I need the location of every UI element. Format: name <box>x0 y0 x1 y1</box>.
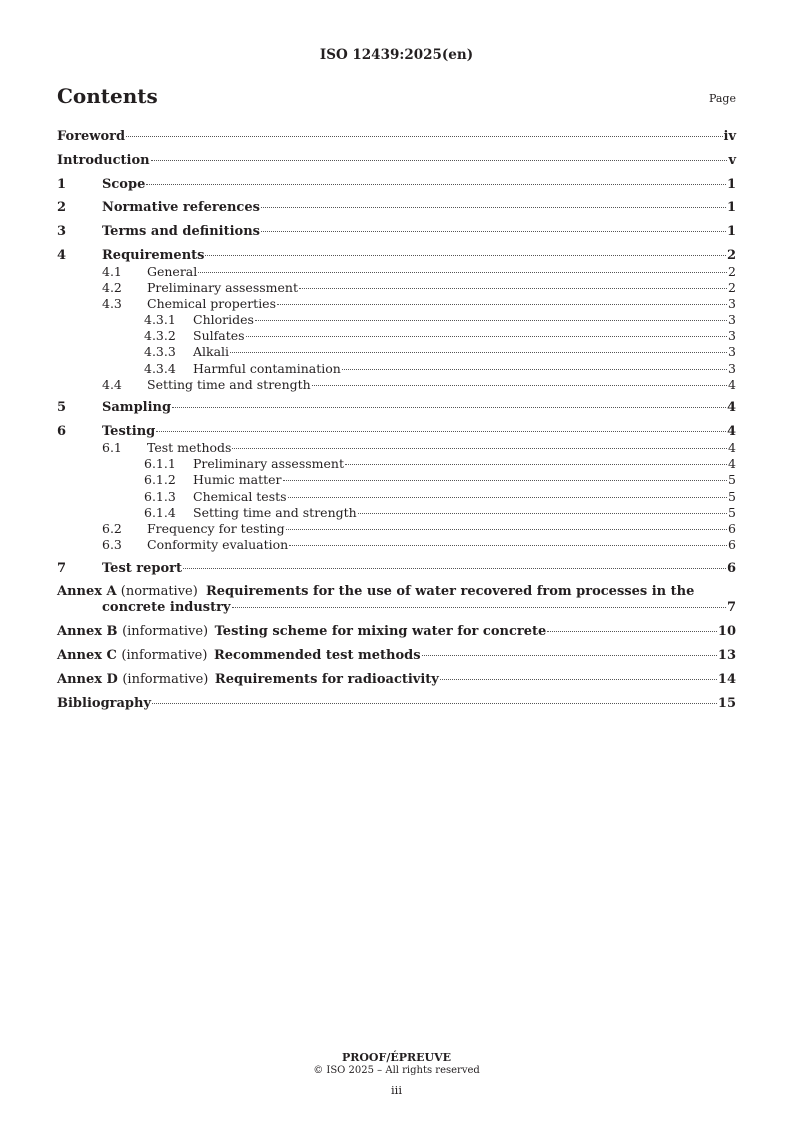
annex-title: Recommended test methods <box>213 648 421 663</box>
toc-leader <box>358 513 727 514</box>
toc-title: Setting time and strength <box>147 377 311 392</box>
annex-label: Annex B <box>57 624 118 639</box>
toc-title: Terms and definitions <box>102 224 260 239</box>
toc-page: 7 <box>726 600 736 615</box>
toc-entry-chemical-tests[interactable] <box>57 489 736 505</box>
annex-title: Requirements for radioactivity <box>214 672 439 687</box>
annex-heading <box>57 648 421 664</box>
document-header: ISO 12439:2025(en) <box>319 47 474 63</box>
toc-number: 5 <box>57 400 67 415</box>
toc-number: 4 <box>57 248 67 263</box>
toc-title: Test report <box>102 561 183 576</box>
toc-page: 14 <box>717 672 736 687</box>
toc-entry-chlorides[interactable] <box>57 312 736 328</box>
toc-leader <box>172 407 726 408</box>
toc-leader <box>232 607 726 608</box>
toc-number: 6.1 <box>102 440 122 455</box>
toc-page: 4 <box>726 400 736 415</box>
toc-number: 6 <box>57 424 67 439</box>
annex-label: Annex A <box>57 584 117 599</box>
toc-leader <box>152 703 717 704</box>
toc-entry-normative-references[interactable] <box>57 200 736 216</box>
contents-title: Contents <box>57 84 158 108</box>
toc-page: 1 <box>726 224 736 239</box>
toc-entry-frequency-for-testing[interactable] <box>57 521 736 537</box>
toc-page: v <box>728 153 736 168</box>
toc-page: 3 <box>728 361 736 376</box>
toc-entry-sulfates[interactable] <box>57 328 736 344</box>
toc-title: Humic matter <box>193 472 282 487</box>
toc-number: 6.1.2 <box>144 472 176 487</box>
toc-leader <box>156 431 726 432</box>
toc-leader <box>286 529 727 530</box>
toc-entry-terms-and-definitions[interactable] <box>57 224 736 240</box>
toc-entry-harmful-contamination[interactable] <box>57 361 736 377</box>
toc-number: 6.2 <box>102 521 122 536</box>
toc-entry-annex-a[interactable] <box>57 584 736 616</box>
toc-page: 6 <box>726 561 736 576</box>
toc-number: 7 <box>57 561 67 576</box>
toc-number: 6.1.3 <box>144 489 176 504</box>
copyright-notice: © ISO 2025 – All rights reserved <box>313 1065 480 1076</box>
toc-page: 4 <box>728 440 736 455</box>
toc-leader <box>261 231 726 232</box>
toc-title: Chlorides <box>193 312 254 327</box>
toc-title: Sulfates <box>193 328 245 343</box>
toc-entry-chemical-properties[interactable] <box>57 296 736 312</box>
toc-leader <box>277 304 727 305</box>
toc-leader <box>151 160 728 161</box>
toc-title: Introduction <box>57 153 150 168</box>
annex-title: Testing scheme for mixing water for concrete <box>214 624 547 639</box>
annex-kind: (informative) <box>122 624 209 639</box>
toc-entry-annex-c[interactable] <box>57 648 736 664</box>
toc-title: Setting time and strength <box>193 505 357 520</box>
toc-page: 4 <box>728 377 736 392</box>
toc-title: Scope <box>102 177 146 192</box>
toc-page: 3 <box>728 344 736 359</box>
toc-entry-humic-matter[interactable] <box>57 472 736 488</box>
toc-entry-annex-d[interactable] <box>57 672 736 688</box>
toc-entry-foreword[interactable] <box>57 129 736 145</box>
toc-entry-preliminary-assessment[interactable] <box>57 280 736 296</box>
toc-entry-setting-time-and-strength-test[interactable] <box>57 505 736 521</box>
page-column-label: Page <box>708 92 736 105</box>
toc-page: iv <box>723 129 736 144</box>
toc-number: 4.3.3 <box>144 344 176 359</box>
toc-title: Preliminary assessment <box>147 280 298 295</box>
toc-entry-annex-b[interactable] <box>57 624 736 640</box>
proof-label: PROOF/ÉPREUVE <box>341 1051 452 1064</box>
toc-number: 4.4 <box>102 377 122 392</box>
annex-label: Annex C <box>57 648 117 663</box>
toc-page: 2 <box>726 248 736 263</box>
toc-number: 3 <box>57 224 67 239</box>
toc-entry-general[interactable] <box>57 264 736 280</box>
toc-leader <box>283 480 728 481</box>
toc-page: 1 <box>726 177 736 192</box>
toc-entry-sampling[interactable] <box>57 400 736 416</box>
toc-title: Conformity evaluation <box>147 537 289 552</box>
toc-page: 3 <box>728 312 736 327</box>
toc-leader <box>255 320 727 321</box>
toc-title: Test methods <box>147 440 232 455</box>
toc-number: 6.1.1 <box>144 456 176 471</box>
toc-number: 4.1 <box>102 264 122 279</box>
toc-leader <box>299 288 727 289</box>
toc-title: Preliminary assessment <box>193 456 344 471</box>
toc-entry-alkali[interactable] <box>57 344 736 360</box>
annex-title: Requirements for the use of water recovered from processes in the <box>205 584 695 599</box>
toc-page: 5 <box>728 472 736 487</box>
toc-entry-introduction[interactable] <box>57 153 736 169</box>
annex-kind: (informative) <box>122 672 209 687</box>
toc-page: 5 <box>728 505 736 520</box>
toc-leader <box>261 207 726 208</box>
toc-title: Frequency for testing <box>147 521 285 536</box>
toc-title: General <box>147 264 198 279</box>
toc-number: 4.2 <box>102 280 122 295</box>
toc-leader <box>198 272 727 273</box>
toc-page: 4 <box>728 456 736 471</box>
toc-title: Foreword <box>57 129 126 144</box>
toc-page: 13 <box>717 648 736 663</box>
toc-number: 6.3 <box>102 537 122 552</box>
toc-entry-test-methods[interactable] <box>57 440 736 456</box>
annex-label: Annex D <box>57 672 118 687</box>
toc-number: 4.3.4 <box>144 361 176 376</box>
page-number: iii <box>390 1083 403 1097</box>
annex-kind: (normative) <box>120 584 198 599</box>
toc-leader <box>230 352 727 353</box>
toc-leader <box>312 385 727 386</box>
annex-title-continued: concrete industry <box>102 600 231 615</box>
toc-leader <box>126 136 722 137</box>
toc-page: 3 <box>728 296 736 311</box>
toc-page: 2 <box>728 280 736 295</box>
toc-leader <box>289 545 727 546</box>
annex-heading <box>57 672 439 688</box>
toc-leader <box>422 655 717 656</box>
toc-leader <box>205 255 725 256</box>
toc-leader <box>232 448 727 449</box>
toc-title: Requirements <box>102 248 205 263</box>
toc-title: Harmful contamination <box>193 361 341 376</box>
toc-page: 2 <box>728 264 736 279</box>
toc-number: 4.3 <box>102 296 122 311</box>
toc-number: 6.1.4 <box>144 505 176 520</box>
toc-page: 6 <box>728 521 736 536</box>
toc-page: 3 <box>728 328 736 343</box>
toc-number: 4.3.1 <box>144 312 176 327</box>
toc-entry-bibliography[interactable] <box>57 696 736 712</box>
toc-entry-preliminary-assessment-test[interactable] <box>57 456 736 472</box>
toc-page: 6 <box>728 537 736 552</box>
toc-title: Sampling <box>102 400 172 415</box>
toc-page: 5 <box>728 489 736 504</box>
toc-leader <box>288 497 727 498</box>
toc-page: 1 <box>726 200 736 215</box>
toc-entry-conformity-evaluation[interactable] <box>57 537 736 553</box>
toc-page: 15 <box>717 696 736 711</box>
toc-entry-testing[interactable] <box>57 424 736 440</box>
toc-leader <box>440 679 717 680</box>
toc-title: Chemical properties <box>147 296 276 311</box>
toc-page: 10 <box>717 624 736 639</box>
toc-title: Chemical tests <box>193 489 287 504</box>
annex-kind: (informative) <box>121 648 208 663</box>
toc-leader <box>246 336 728 337</box>
toc-entry-setting-time-and-strength[interactable] <box>57 377 736 393</box>
toc-title: Normative references <box>102 200 260 215</box>
toc-page: 4 <box>726 424 736 439</box>
toc-number: 2 <box>57 200 67 215</box>
toc-entry-test-report[interactable] <box>57 561 736 577</box>
toc-title: Bibliography <box>57 696 152 711</box>
toc-leader <box>345 464 727 465</box>
toc-number: 1 <box>57 177 67 192</box>
annex-heading <box>57 624 546 640</box>
toc-leader <box>342 369 727 370</box>
toc-leader <box>547 631 717 632</box>
toc-title: Alkali <box>193 344 230 359</box>
toc-entry-requirements[interactable] <box>57 248 736 264</box>
toc-leader <box>183 568 726 569</box>
toc-title: Testing <box>102 424 156 439</box>
toc-entry-scope[interactable] <box>57 177 736 193</box>
toc-number: 4.3.2 <box>144 328 176 343</box>
toc-leader <box>146 184 726 185</box>
